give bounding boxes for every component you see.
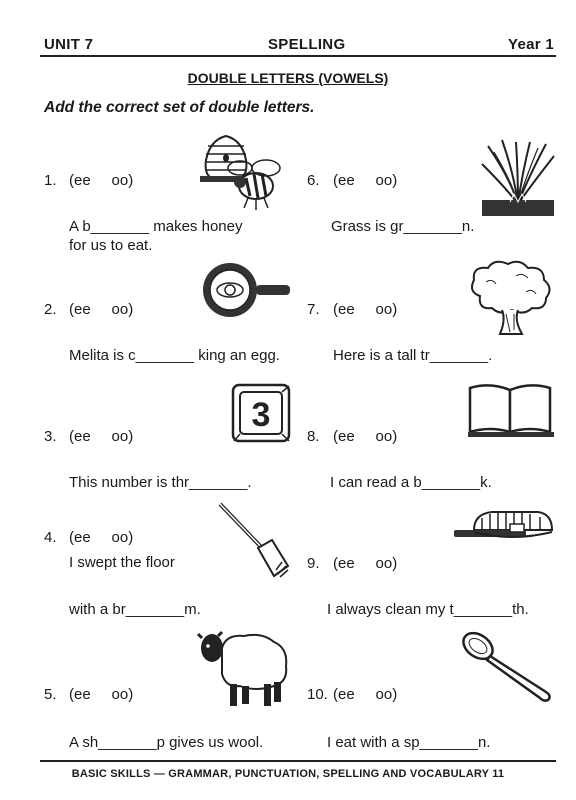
unit-label: UNIT 7 bbox=[44, 36, 94, 53]
item-number: 4. bbox=[44, 529, 57, 546]
item-sentence: I eat with a sp_______n. bbox=[327, 734, 491, 751]
item-sentence: Grass is gr_______n. bbox=[331, 218, 475, 235]
item-options: (ee oo) bbox=[69, 301, 134, 318]
item-sentence: Melita is c_______ king an egg. bbox=[69, 347, 280, 364]
book-icon bbox=[466, 382, 556, 438]
item-number: 10. bbox=[307, 686, 328, 703]
page-title: DOUBLE LETTERS (VOWELS) bbox=[187, 70, 389, 86]
item-sentence: This number is thr_______. bbox=[69, 474, 252, 491]
year-label: Year 1 bbox=[508, 36, 555, 53]
item-options: (ee oo) bbox=[69, 172, 134, 189]
item-options: (ee oo) bbox=[69, 428, 134, 445]
item-options: (ee oo) bbox=[333, 172, 398, 189]
item-options: (ee oo) bbox=[333, 686, 398, 703]
item-sentence: I always clean my t_______th. bbox=[327, 601, 529, 618]
sheep-icon bbox=[196, 626, 292, 710]
item-number: 2. bbox=[44, 301, 57, 318]
item-options: (ee oo) bbox=[69, 686, 134, 703]
item-sentence: Here is a tall tr_______. bbox=[333, 347, 493, 364]
item-options: (ee oo) bbox=[333, 555, 398, 572]
item-options: (ee oo) bbox=[333, 301, 398, 318]
tree-icon bbox=[466, 258, 554, 338]
item-number: 9. bbox=[307, 555, 320, 572]
footer-text: BASIC SKILLS — GRAMMAR, PUNCTUATION, SPELLING AND VOCABULARY 11 bbox=[71, 768, 505, 780]
item-number: 6. bbox=[307, 172, 320, 189]
broom-icon bbox=[216, 500, 292, 580]
grass-icon bbox=[480, 138, 556, 218]
footer-rule bbox=[40, 760, 556, 762]
spoon-icon bbox=[460, 626, 556, 702]
item-number: 1. bbox=[44, 172, 57, 189]
item-sentence-line2: for us to eat. bbox=[69, 237, 153, 254]
item-sentence: I swept the floor bbox=[69, 554, 175, 571]
item-options: (ee oo) bbox=[333, 428, 398, 445]
item-sentence-line2: with a br_______m. bbox=[69, 601, 201, 618]
frying-pan-icon bbox=[202, 262, 292, 318]
number-block-icon bbox=[232, 384, 290, 442]
header-rule bbox=[40, 55, 556, 57]
item-sentence: A b_______ makes honey bbox=[69, 218, 243, 235]
item-number: 8. bbox=[307, 428, 320, 445]
subject-label: SPELLING bbox=[268, 36, 346, 53]
bee-hive-icon bbox=[196, 130, 292, 212]
instruction-text: Add the correct set of double letters. bbox=[44, 99, 315, 116]
block-digit: 3 bbox=[251, 396, 271, 434]
item-number: 7. bbox=[307, 301, 320, 318]
item-number: 5. bbox=[44, 686, 57, 703]
item-number: 3. bbox=[44, 428, 57, 445]
item-options: (ee oo) bbox=[69, 529, 134, 546]
teeth-icon bbox=[452, 508, 556, 548]
item-sentence: A sh_______p gives us wool. bbox=[69, 734, 264, 751]
item-sentence: I can read a b_______k. bbox=[330, 474, 492, 491]
